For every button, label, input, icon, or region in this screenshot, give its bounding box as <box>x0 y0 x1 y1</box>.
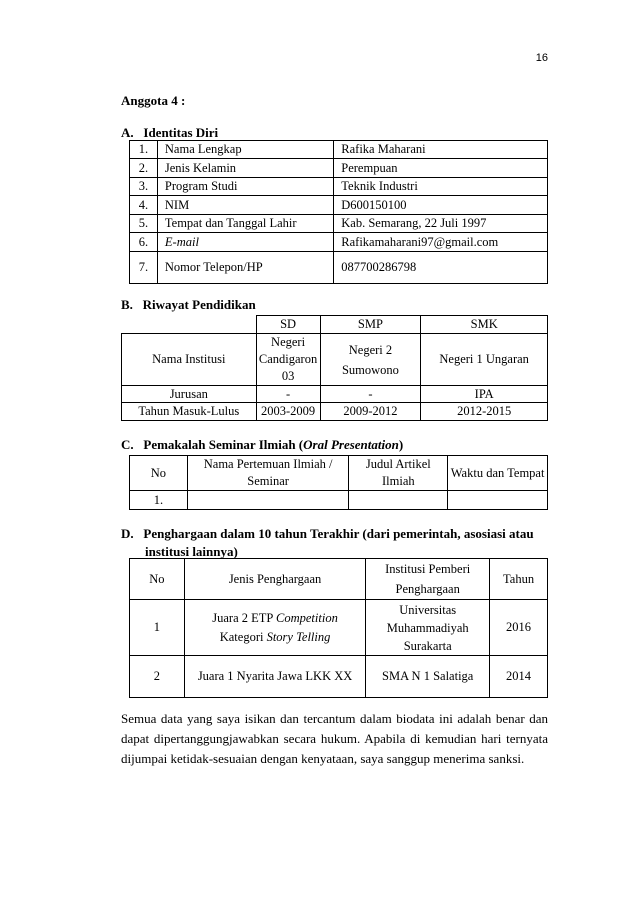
row-label: Program Studi <box>157 178 333 196</box>
award-type <box>184 600 365 656</box>
year-range: 2003-2009 <box>256 403 320 421</box>
column-header: No <box>130 559 185 600</box>
identity-table <box>129 140 548 284</box>
table-row <box>130 491 548 510</box>
table-row <box>122 403 548 421</box>
column-header: Institusi Pemberi Penghargaan <box>366 559 490 600</box>
table-row <box>130 178 548 196</box>
section-d-title-continued: institusi lainnya) <box>145 544 238 559</box>
major-value: IPA <box>421 386 548 403</box>
institution-name: Negeri 1 Ungaran <box>421 334 548 386</box>
row-number: 1 <box>130 600 185 656</box>
row-number: 4. <box>130 196 158 215</box>
row-number: 2. <box>130 159 158 178</box>
section-c-title <box>121 437 403 453</box>
column-header: Waktu dan Tempat <box>448 456 548 491</box>
section-c-title-emphasis: Oral Presentation <box>303 437 399 452</box>
row-label: Nama Institusi <box>122 334 257 386</box>
row-number: 7. <box>130 252 158 284</box>
row-label: Tahun Masuk-Lulus <box>122 403 257 421</box>
table-row <box>130 196 548 215</box>
table-row <box>130 233 548 252</box>
row-number: 6. <box>130 233 158 252</box>
row-number: 5. <box>130 215 158 233</box>
section-b-title: B. Riwayat Pendidikan <box>121 297 256 312</box>
award-type-text: Kategori <box>219 629 267 644</box>
major-value: - <box>320 386 421 403</box>
row-label: Nama Lengkap <box>157 141 333 159</box>
column-header: No <box>130 456 188 491</box>
column-header: SMP <box>320 316 421 334</box>
row-value: D600150100 <box>334 196 548 215</box>
column-header: Jenis Penghargaan <box>184 559 365 600</box>
table-row <box>130 215 548 233</box>
award-year: 2014 <box>490 656 548 698</box>
institution-name: SMA N 1 Salatiga <box>366 656 490 698</box>
row-label: E-mail <box>157 233 333 252</box>
row-value: Rafikamaharani97@gmail.com <box>334 233 548 252</box>
row-label: Tempat dan Tanggal Lahir <box>157 215 333 233</box>
row-number: 1. <box>130 491 188 510</box>
award-year: 2016 <box>490 600 548 656</box>
table-row <box>122 334 548 386</box>
row-value: Kab. Semarang, 22 Juli 1997 <box>334 215 548 233</box>
column-header: SD <box>256 316 320 334</box>
institution-name: Negeri 2 Sumowono <box>320 334 421 386</box>
seminar-table <box>129 455 548 510</box>
column-header: Tahun <box>490 559 548 600</box>
education-table <box>121 315 548 421</box>
table-row <box>130 600 548 656</box>
page-number: 16 <box>535 52 548 64</box>
empty-cell <box>349 491 448 510</box>
empty-header-cell <box>122 316 257 334</box>
row-label: Jurusan <box>122 386 257 403</box>
section-c-title-close: ) <box>398 437 404 452</box>
institution-name: Negeri Candigaron 03 <box>256 334 320 386</box>
section-a-title: A. Identitas Diri <box>121 125 219 140</box>
column-header: Nama Pertemuan Ilmiah / Seminar <box>187 456 349 491</box>
year-range: 2009-2012 <box>320 403 421 421</box>
section-c-title-text: C. Pemakalah Seminar Ilmiah ( <box>121 437 304 452</box>
table-row <box>130 141 548 159</box>
column-header: Judul Artikel Ilmiah <box>349 456 448 491</box>
award-type-emphasis: Story Telling <box>266 629 331 644</box>
row-value: Rafika Maharani <box>334 141 548 159</box>
column-header: SMK <box>421 316 548 334</box>
statement-paragraph: Semua data yang saya isikan dan tercantum dalam biodata ini adalah benar dan dapat dipertanggungjawabkan secara hukum. Apabila di kemudian hari ternyata dijumpai ketidak-sesuaian dengan kenyataan, saya sanggup menerima sanksi. <box>121 711 548 766</box>
award-type-emphasis: Competition <box>276 610 338 625</box>
table-row <box>130 559 548 600</box>
table-row <box>130 456 548 491</box>
table-row <box>130 252 548 284</box>
row-label: NIM <box>157 196 333 215</box>
row-number: 3. <box>130 178 158 196</box>
institution-name: Universitas Muhammadiyah Surakarta <box>366 600 490 656</box>
row-label: Nomor Telepon/HP <box>157 252 333 284</box>
row-value: Teknik Industri <box>334 178 548 196</box>
awards-table <box>129 558 548 698</box>
row-value: 087700286798 <box>334 252 548 284</box>
empty-cell <box>448 491 548 510</box>
year-range: 2012-2015 <box>421 403 548 421</box>
award-type: Juara 1 Nyarita Jawa LKK XX <box>184 656 365 698</box>
table-row <box>130 159 548 178</box>
row-number: 1. <box>130 141 158 159</box>
row-number: 2 <box>130 656 185 698</box>
major-value: - <box>256 386 320 403</box>
row-label: Jenis Kelamin <box>157 159 333 178</box>
empty-cell <box>187 491 349 510</box>
table-row <box>130 656 548 698</box>
row-value: Perempuan <box>334 159 548 178</box>
award-type-text: Juara 2 ETP <box>212 610 277 625</box>
member-heading: Anggota 4 : <box>121 93 186 108</box>
section-d-title: D. Penghargaan dalam 10 tahun Terakhir (dari pemerintah, asosiasi atau <box>121 526 534 541</box>
table-row <box>122 316 548 334</box>
table-row <box>122 386 548 403</box>
